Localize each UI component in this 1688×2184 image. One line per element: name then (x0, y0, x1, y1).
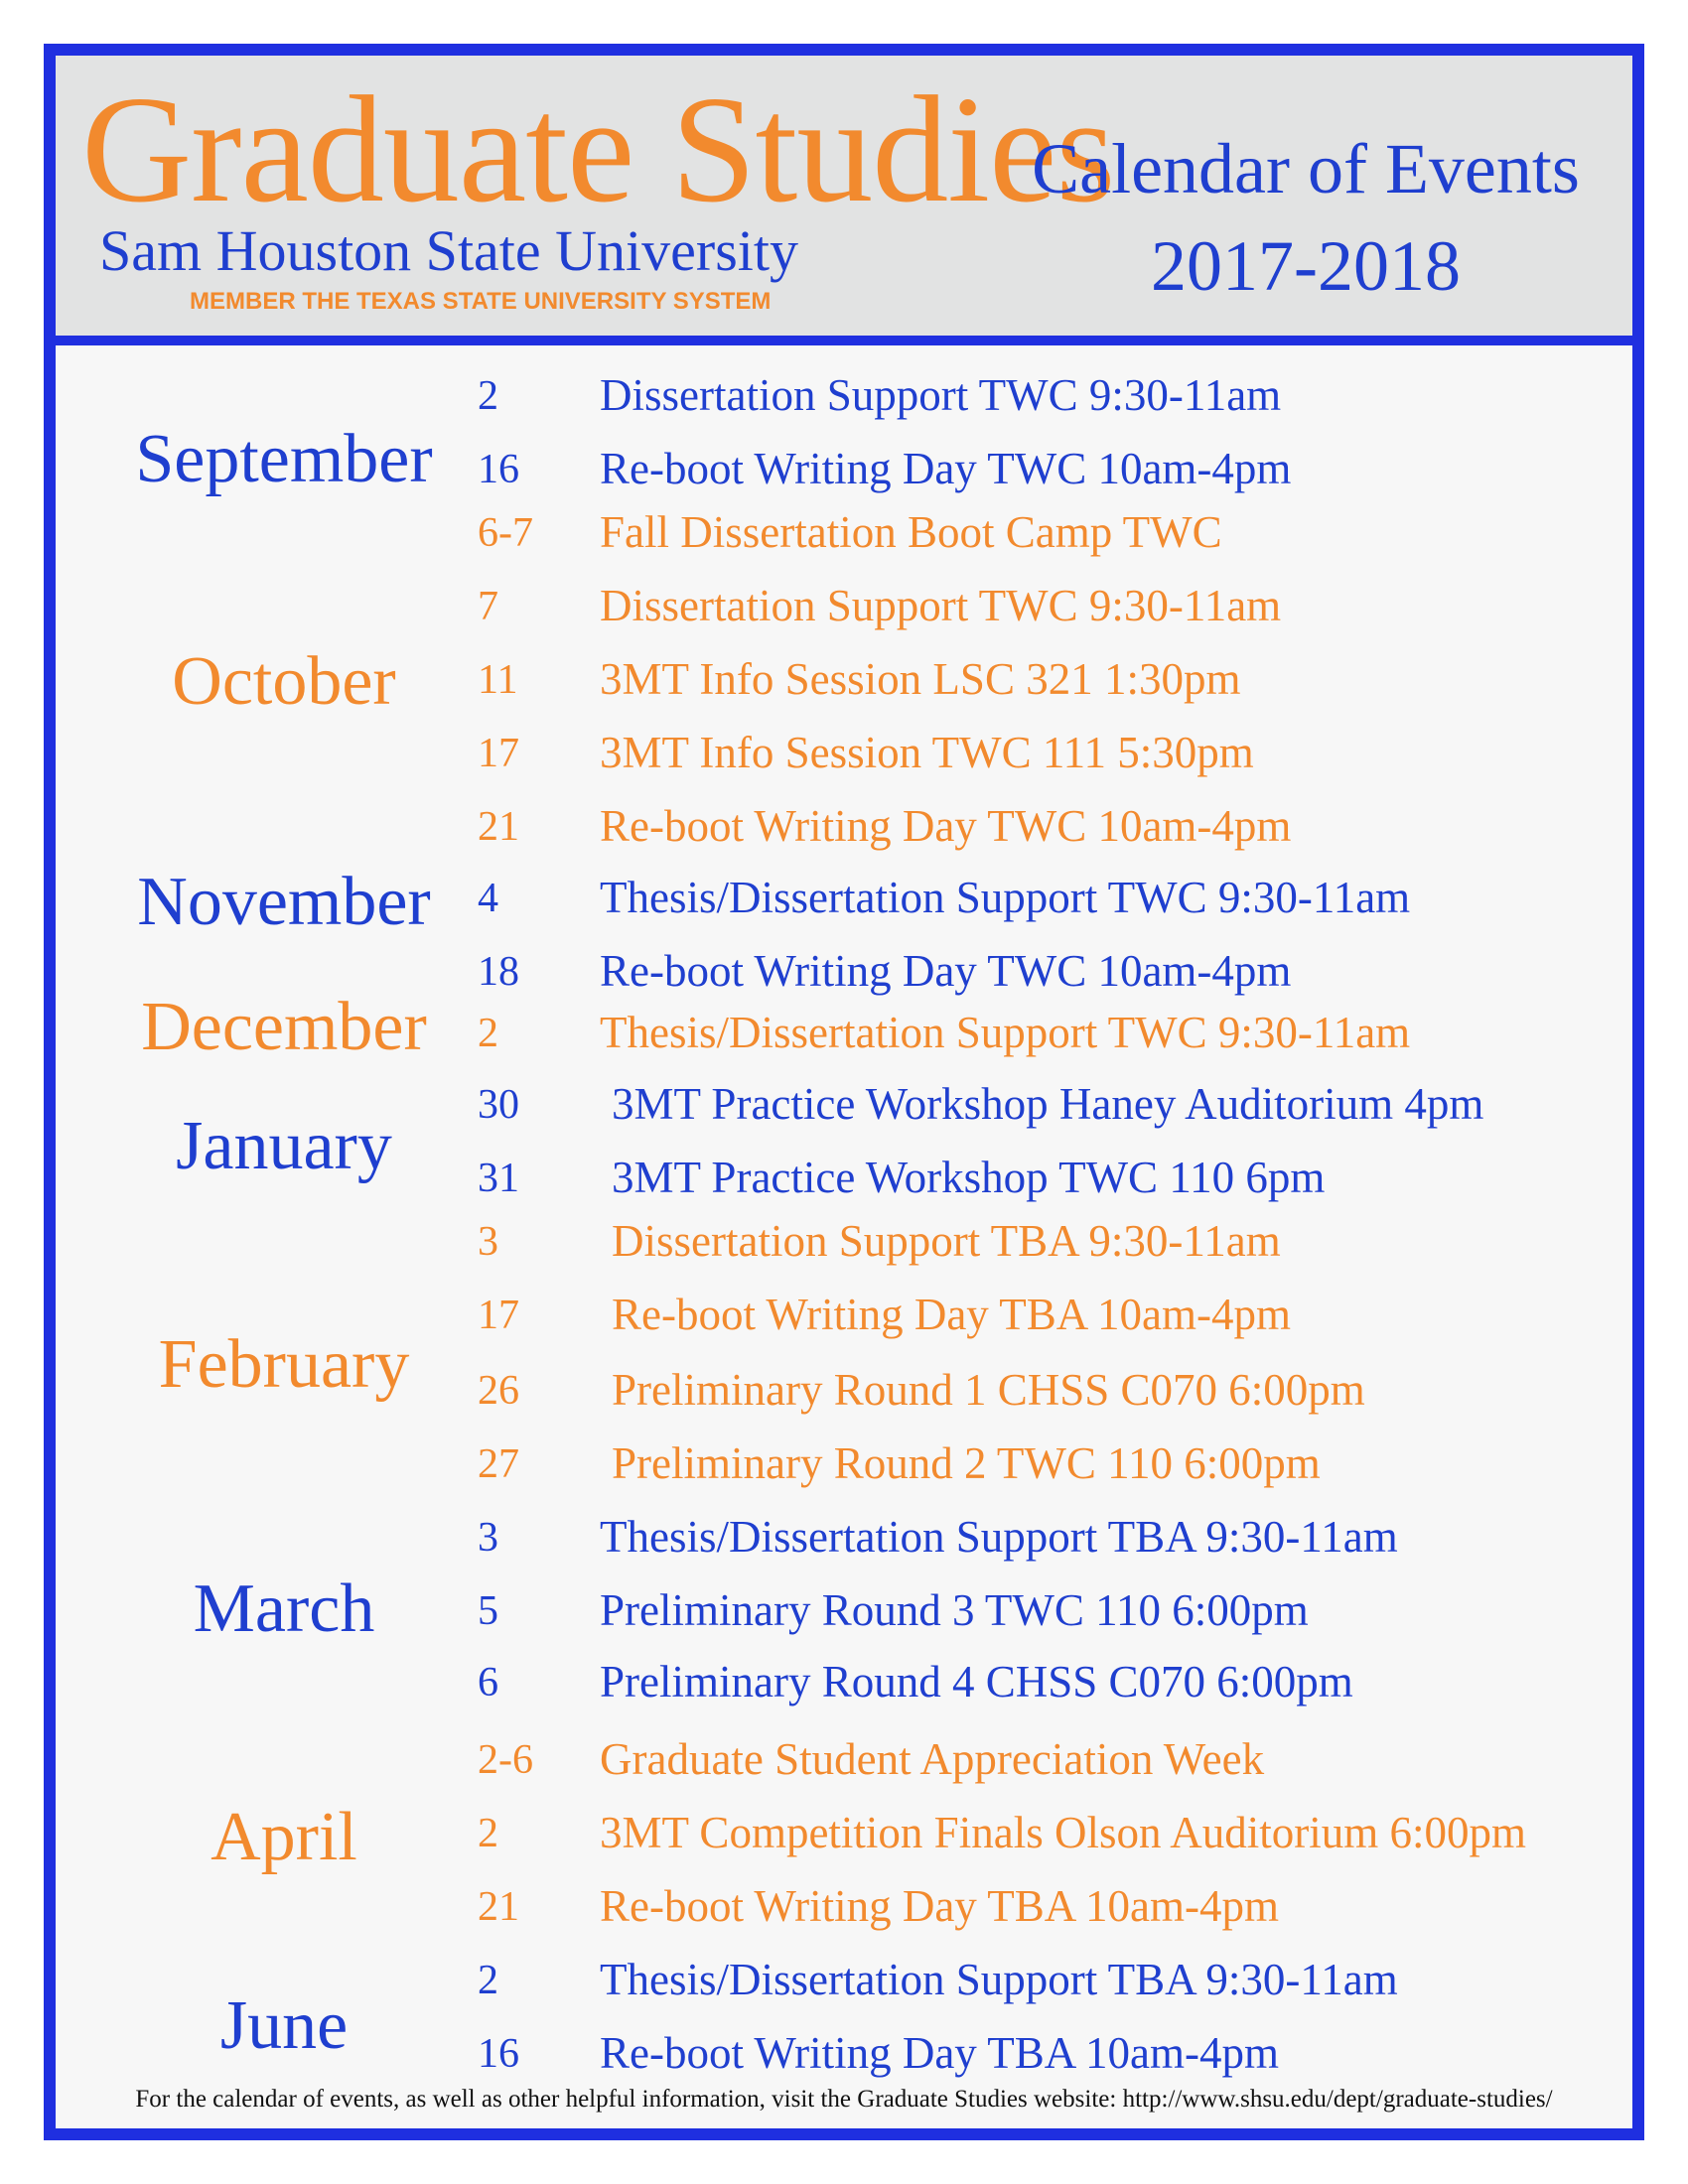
event-text: Preliminary Round 2 TWC 110 6:00pm (612, 1438, 1321, 1488)
month-february: February (158, 1326, 410, 1403)
event-text: Graduate Student Appreciation Week (600, 1734, 1265, 1784)
event-text: Re-boot Writing Day TWC 10am-4pm (600, 946, 1292, 996)
event-text: Thesis/Dissertation Support TBA 9:30-11am (600, 1512, 1398, 1562)
event-day: 4 (478, 876, 498, 921)
event-day: 2 (478, 1958, 498, 2003)
event-day: 2 (478, 1011, 498, 1056)
event-text: Thesis/Dissertation Support TBA 9:30-11am (600, 1955, 1398, 2004)
event-day: 2 (478, 373, 498, 419)
month-march: March (193, 1570, 375, 1647)
event-text: 3MT Practice Workshop Haney Auditorium 4pm (612, 1079, 1484, 1129)
month-december: December (141, 989, 427, 1065)
header-banner (56, 56, 1632, 345)
event-day: 18 (478, 949, 519, 995)
month-april: April (211, 1799, 357, 1875)
month-january: January (176, 1108, 392, 1184)
event-day: 7 (478, 584, 498, 629)
event-text: Dissertation Support TWC 9:30-11am (600, 581, 1282, 630)
event-text: Dissertation Support TWC 9:30-11am (600, 370, 1282, 420)
event-text: Preliminary Round 1 CHSS C070 6:00pm (612, 1365, 1365, 1415)
event-day: 21 (478, 804, 519, 850)
event-day: 6 (478, 1660, 498, 1706)
event-day: 5 (478, 1588, 498, 1634)
event-day: 26 (478, 1368, 519, 1414)
event-day: 2-6 (478, 1737, 533, 1783)
event-day: 21 (478, 1884, 519, 1930)
calendar-year: 2017-2018 (1151, 226, 1461, 306)
event-day: 17 (478, 1293, 519, 1338)
month-november: November (137, 864, 431, 940)
event-text: 3MT Info Session LSC 321 1:30pm (600, 654, 1241, 704)
event-day: 16 (478, 2031, 519, 2077)
event-day: 3 (478, 1515, 498, 1561)
event-day: 30 (478, 1082, 519, 1128)
event-text: Re-boot Writing Day TBA 10am-4pm (600, 2028, 1279, 2078)
calendar-frame (44, 44, 1644, 2140)
calendar-title: Calendar of Events (1032, 129, 1580, 208)
event-day: 2 (478, 1811, 498, 1856)
footer-note: For the calendar of events, as well as other helpful information, visit the Graduate Studies website: http://www.shsu.edu/dept/graduate-studies/ (135, 2086, 1553, 2113)
event-text: 3MT Competition Finals Olson Auditorium 6:00pm (600, 1808, 1526, 1857)
event-day: 3 (478, 1219, 498, 1265)
university-name: Sam Houston State University (99, 218, 799, 283)
month-october: October (172, 643, 396, 720)
event-day: 31 (478, 1156, 519, 1201)
event-text: Re-boot Writing Day TBA 10am-4pm (612, 1290, 1291, 1339)
event-day: 11 (478, 657, 518, 703)
event-text: 3MT Practice Workshop TWC 110 6pm (612, 1153, 1326, 1202)
event-day: 16 (478, 447, 519, 492)
event-text: Thesis/Dissertation Support TWC 9:30-11am (600, 873, 1411, 922)
event-day: 17 (478, 731, 519, 776)
event-day: 27 (478, 1441, 519, 1487)
event-text: Re-boot Writing Day TWC 10am-4pm (600, 444, 1292, 493)
event-text: Preliminary Round 3 TWC 110 6:00pm (600, 1585, 1309, 1635)
event-text: Thesis/Dissertation Support TWC 9:30-11am (600, 1008, 1411, 1057)
month-september: September (135, 421, 433, 497)
graduate-studies-title: Graduate Studies (81, 66, 1115, 234)
event-text: 3MT Info Session TWC 111 5:30pm (600, 728, 1254, 777)
month-june: June (219, 1987, 349, 2064)
event-day: 6-7 (478, 510, 533, 556)
event-text: Preliminary Round 4 CHSS C070 6:00pm (600, 1657, 1353, 1706)
event-text: Re-boot Writing Day TBA 10am-4pm (600, 1881, 1279, 1931)
event-text: Dissertation Support TBA 9:30-11am (612, 1216, 1281, 1266)
system-member-line: MEMBER THE TEXAS STATE UNIVERSITY SYSTEM (190, 288, 772, 315)
event-text: Fall Dissertation Boot Camp TWC (600, 507, 1222, 557)
event-text: Re-boot Writing Day TWC 10am-4pm (600, 801, 1292, 851)
